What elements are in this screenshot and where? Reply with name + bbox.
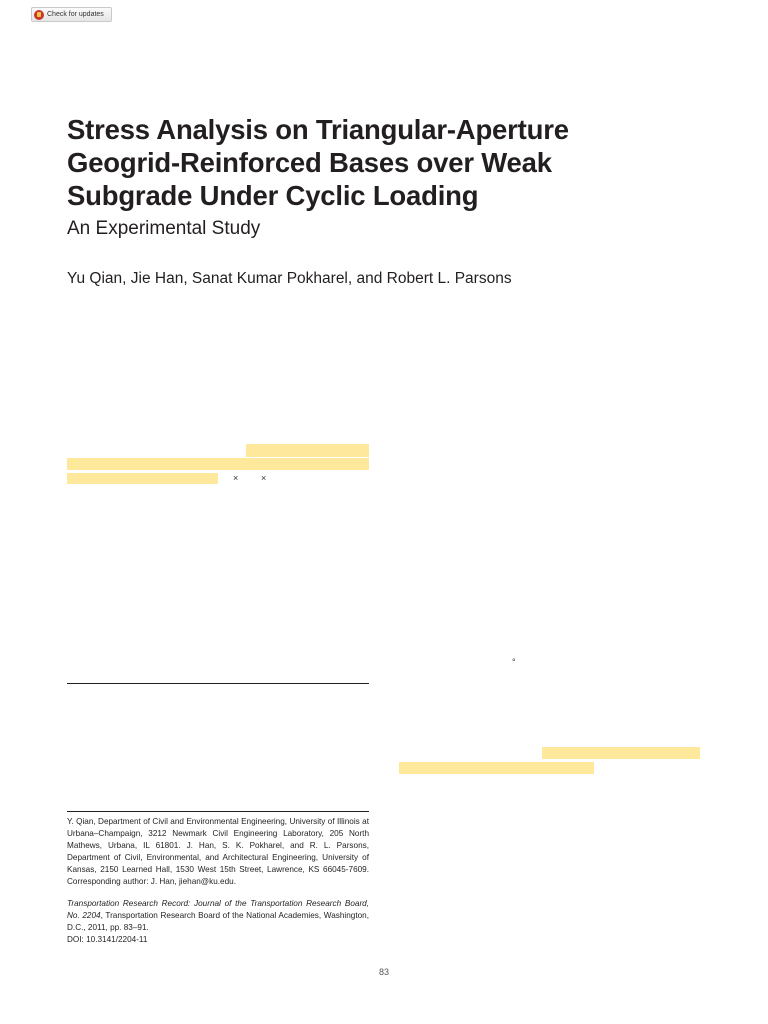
highlight-block <box>67 458 369 470</box>
divider <box>67 683 369 684</box>
author-list: Yu Qian, Jie Han, Sanat Kumar Pokharel, and Robert L. Parsons <box>67 270 512 287</box>
check-for-updates-button[interactable] <box>31 7 112 22</box>
highlight-block <box>399 762 594 774</box>
crossmark-icon <box>34 10 44 20</box>
degree-sign: ° <box>512 657 516 667</box>
article-title: Stress Analysis on Triangular-Aperture Geogrid-Reinforced Bases over Weak Subgrade Under Cyclic Loading <box>67 114 569 211</box>
footnote-divider <box>67 811 369 812</box>
highlight-block <box>542 747 700 759</box>
multiplication-sign: × <box>233 473 239 483</box>
author-affiliation: Y. Qian, Department of Civil and Environmental Engineering, University of Illinois at Urbana–Champaign, 3212 Newmark Civil Engineering Laboratory, 205 North Mathews, Urbana, IL 61801. J. Han, S. K. Pokharel, and R. L. Parsons, Department of Civil, Environmental, and Architectural Engineering, University of Kansas, 2150 Learned Hall, 1530 West 15th Street, Lawrence, KS 66045-7609. Corresponding author: J. Han, jiehan@ku.edu. <box>67 817 369 886</box>
doi: DOI: 10.3141/2204-11 <box>67 935 148 944</box>
highlight-block <box>246 444 369 457</box>
highlight-block <box>67 473 218 484</box>
citation <box>67 898 369 946</box>
article-subtitle: An Experimental Study <box>67 218 261 239</box>
journal-name: Transportation Research Record: Journal of the Transportation Research Board, No. 2204 <box>67 899 369 920</box>
check-for-updates-label: Check for updates <box>47 11 104 18</box>
citation-details: , Transportation Research Board of the National Academies, Washington, D.C., 2011, pp. 83–91. <box>67 911 370 932</box>
multiplication-sign: × <box>261 473 267 483</box>
page-number: 83 <box>378 967 389 977</box>
